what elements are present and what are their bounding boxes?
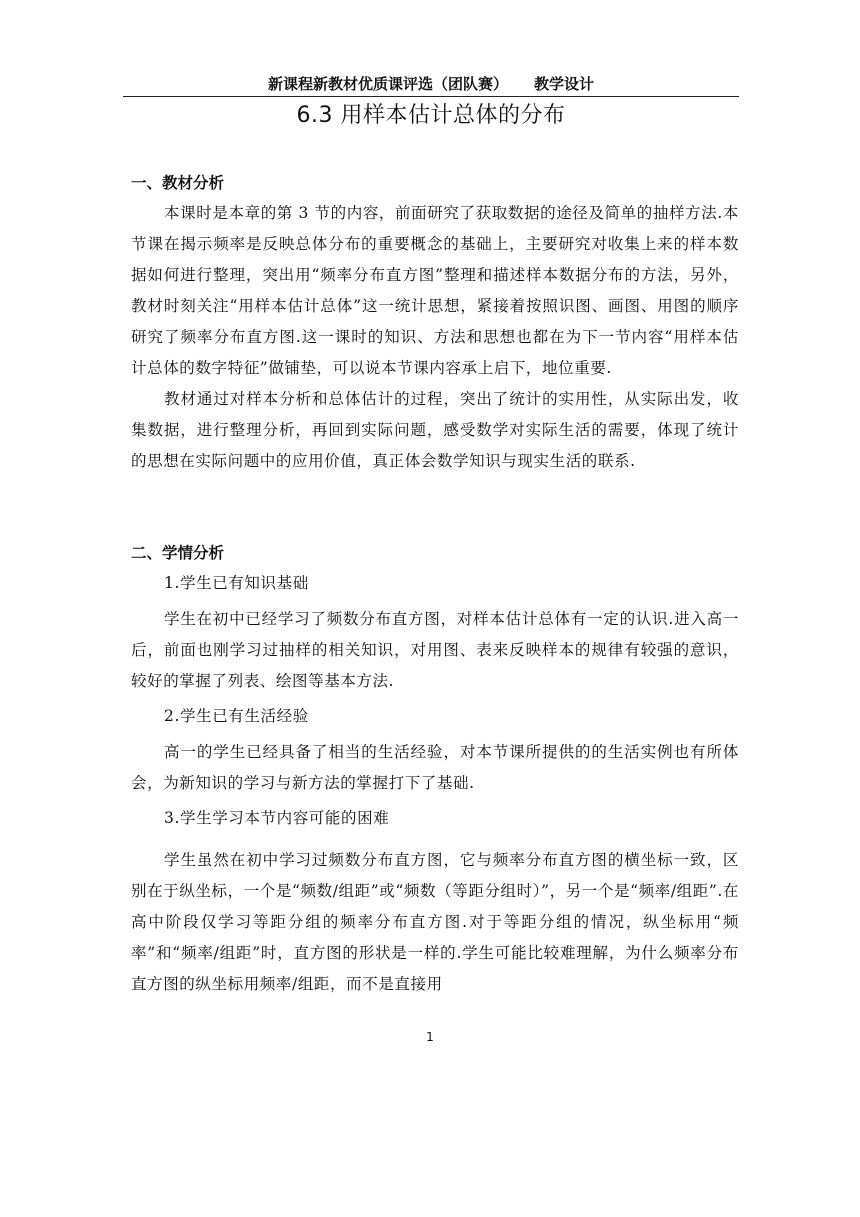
document-title: 6.3 用样本估计总体的分布 — [296, 103, 566, 128]
paragraph: 高一的学生已经具备了相当的生活经验，对本节课所提供的的生活实例也有所体会，为新知识的学习与新方法的掌握打下了基础. — [131, 743, 739, 792]
section-heading: 一、教材分析 — [131, 174, 225, 192]
section-heading: 二、学情分析 — [131, 544, 225, 562]
section-textbook-analysis — [131, 168, 739, 477]
subheading: 1.学生已有知识基础 — [164, 574, 309, 592]
paragraph: 学生虽然在初中学习过频数分布直方图，它与频率分布直方图的横坐标一致，区别在于纵坐标，一个是“频数/组距”或“频数（等距分组时）”，另一个是“频率/组距”.在高中阶段仅学习等距分组的频率分布直方图.对于等距分组的情况，纵坐标用“频率”和“频率/组距”时，直方图的形状是一样的.学生可能比较难理解，为什么频率分布直方图的纵坐标用频率/组距，而不是直接用 — [131, 851, 739, 993]
subheading: 2.学生已有生活经验 — [164, 707, 309, 725]
paragraph: 本课时是本章的第 3 节的内容，前面研究了获取数据的途径及简单的抽样方法.本节课在揭示频率是反映总体分布的重要概念的基础上，主要研究对收集上来的样本数据如何进行整理，突出用“频率分布直方图”整理和描述样本数据分布的方法，另外，教材时刻关注“用样本估计总体”这一统计思想，紧接着按照识图、画图、用图的顺序研究了频率分布直方图.这一课时的知识、方法和思想也都在为下一节内容“用样本估计总体的数字特征”做铺垫，可以说本节课内容承上启下，地位重要. — [131, 204, 739, 377]
page-number: 1 — [426, 1030, 434, 1044]
header-title: 新课程新教材优质课评选（团队赛） — [267, 75, 508, 93]
section-student-analysis — [131, 538, 739, 1000]
header-subtitle: 教学设计 — [534, 75, 595, 93]
paragraph: 学生在初中已经学习了频数分布直方图，对样本估计总体有一定的认识.进入高一后，前面也刚学习过抽样的相关知识，对用图、表来反映样本的规律有较强的意识，较好的掌握了列表、绘图等基本方法. — [131, 610, 739, 690]
subheading: 3.学生学习本节内容可能的困难 — [164, 809, 390, 827]
page-header — [123, 72, 739, 97]
paragraph: 教材通过对样本分析和总体估计的过程，突出了统计的实用性，从实际出发，收集数据，进行整理分析，再回到实际问题，感受数学对实际生活的需要，体现了统计的思想在实际问题中的应用价值，真正体会数学知识与现实生活的联系. — [131, 390, 739, 470]
